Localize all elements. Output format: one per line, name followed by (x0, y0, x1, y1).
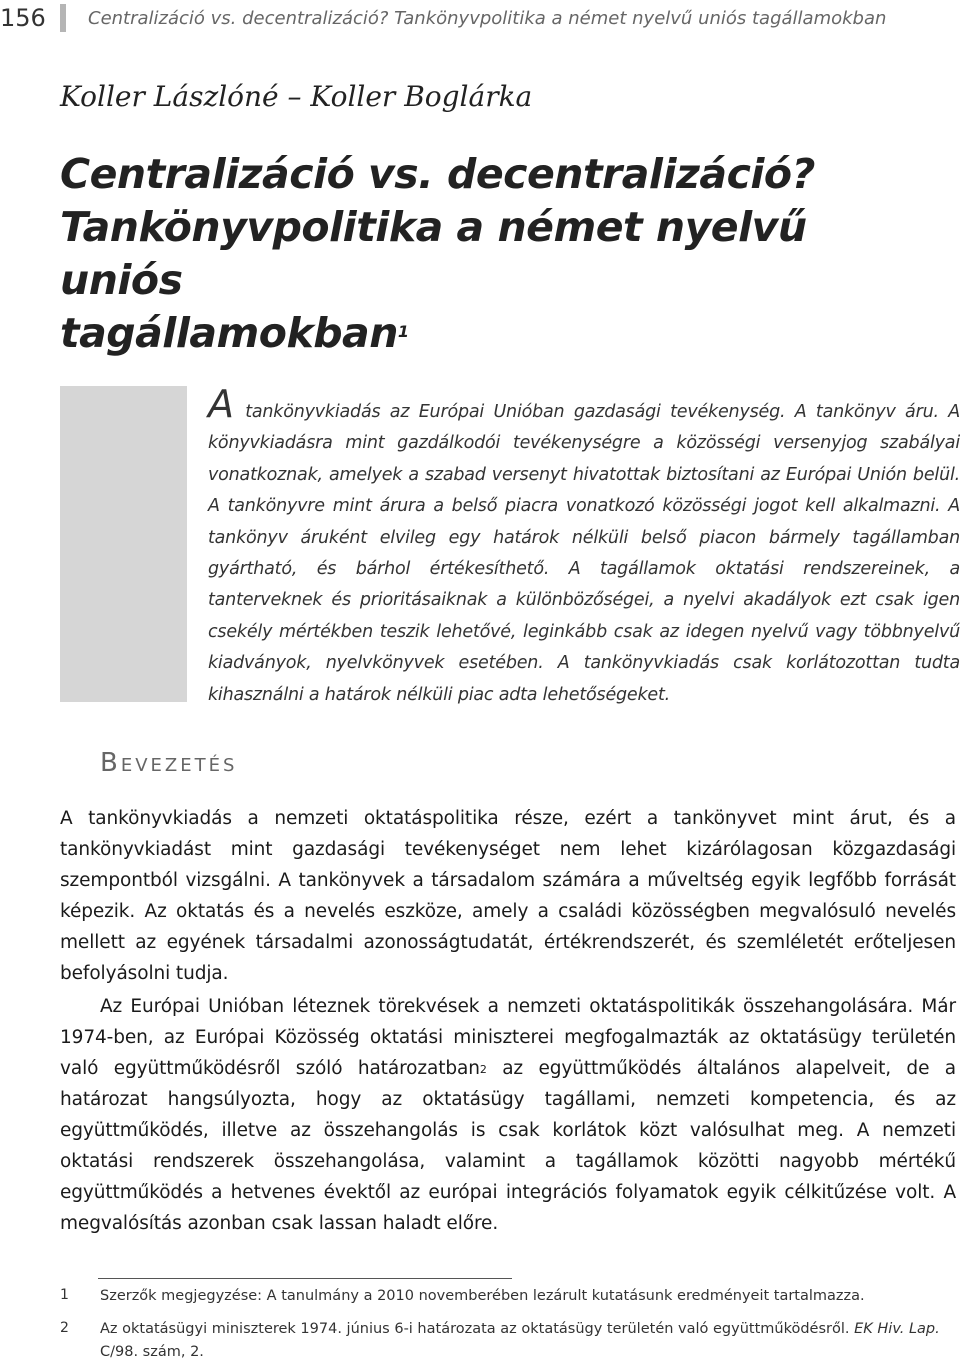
title-line-3-text: tagállamokban (60, 309, 398, 357)
abstract-dropcap: A (208, 382, 234, 426)
running-title: Centralizáció vs. decentralizáció? Tankönyvpolitika a német nyelvű uniós tagállamokban (88, 8, 887, 29)
title-footnote-ref[interactable]: 1 (397, 322, 409, 341)
title-line-2: Tankönyvpolitika a német nyelvű uniós (60, 203, 807, 304)
footnote-1-text: Szerzők megjegyzése: A tanulmány a 2010 novemberében lezárult kutatásunk eredményeit tartalmazza. (100, 1288, 865, 1304)
section-heading: Bevezetés (100, 748, 238, 778)
abstract-decoration-block (60, 386, 187, 702)
body-paragraph-1: A tankönyvkiadás a nemzeti oktatáspolitika része, ezért a tankönyvet mint árut, és a tankönyvkiadást mint gazdasági tevékenységet nem lehet kizárólagosan közgazdasági szempontból vizsgálni. A tankönyvek a társadalom számára a műveltség egyik legfőbb forrását képezik. Az oktatás és a nevelés eszköze, amely a családi közösségben megvalósuló nevelés mellett az egyének társadalmi azonosságtudatát, értékrendszerét, és szemléletét erőteljesen befolyásolni tudja. (60, 808, 956, 984)
body-paragraph-2-part-b: az együttműködés általános alapelveit, de a határozat hangsúlyozta, hogy az oktatásügy tagállami, nemzeti kompetencia, és az együttműködés, illetve az összehangolás is csak korlátok közt valósulhat meg. A nemzeti oktatási rendszerek összehangolása, valamint a tagállamok közötti nagyobb mértékű együttműködés a hetvenes évektől az európai integrációs folyamatok egyik célkitűzése volt. A megvalósítás azonban csak lassan haladt előre. (60, 1058, 956, 1234)
title-line-1: Centralizáció vs. decentralizáció? (60, 150, 815, 198)
footnote-2-text (100, 1318, 950, 1364)
page-number: 156 (0, 4, 46, 32)
title-line-3 (60, 307, 900, 360)
footnote-2-text-a: Az oktatásügyi miniszterek 1974. június 6-i határozata az oktatásügy területén való együttműködésről. (100, 1321, 855, 1337)
abstract-text: tankönyvkiadás az Európai Unióban gazdasági tevékenység. A tankönyv áru. A könyvkiadásra mint gazdálkodói tevékenységre a közösségi versenyjog szabályai vonatkoznak, amelyek a szabad versenyt hivatottak biztosítani az Európai Unión belül. A tankönyvre mint árura a belső piacra vonatkozó közösségi jogot kell alkalmazni. A tankönyv áruként elvileg egy határok nélküli belső piacon bármely tagállamban gyártható, és bárhol értékesíthető. A tagállamok oktatási rendszereinek, a tanterveknek és prioritásaiknak a különbözőségei, a nyelvi akadályok ezt csak igen csekély mértékben teszik lehetővé, leginkább csak az idegen nyelvű vagy többnyelvű kiadványok, nyelvkönyvek esetében. A tankönyvkiadás csak korlátozottan tudta kihasználni a határok nélküli piac adta lehetőségeket. (208, 402, 960, 705)
body-paragraph-2 (60, 991, 956, 1239)
article-authors: Koller Lászlóné – Koller Boglárka (60, 80, 533, 113)
article-title (60, 148, 900, 360)
body-paragraph-2-part-a: Az Európai Unióban léteznek törekvések a nemzeti oktatáspolitikák összehangolására. Már 1974-ben, az Európai Közösség oktatási miniszterei megfogalmazták az oktatásügy területén való együttműködésről szóló határozatban (60, 996, 956, 1079)
footnote-2-text-b: C/98. szám, 2. (100, 1344, 204, 1360)
footnote-2-number: 2 (60, 1320, 69, 1336)
footnote-1-number: 1 (60, 1287, 69, 1303)
abstract (208, 382, 960, 711)
footnote-rule (98, 1278, 512, 1279)
footnote-ref-2[interactable]: 2 (479, 1063, 487, 1076)
footnote-2-journal: EK Hiv. Lap. (854, 1321, 940, 1337)
header-divider (60, 4, 66, 32)
